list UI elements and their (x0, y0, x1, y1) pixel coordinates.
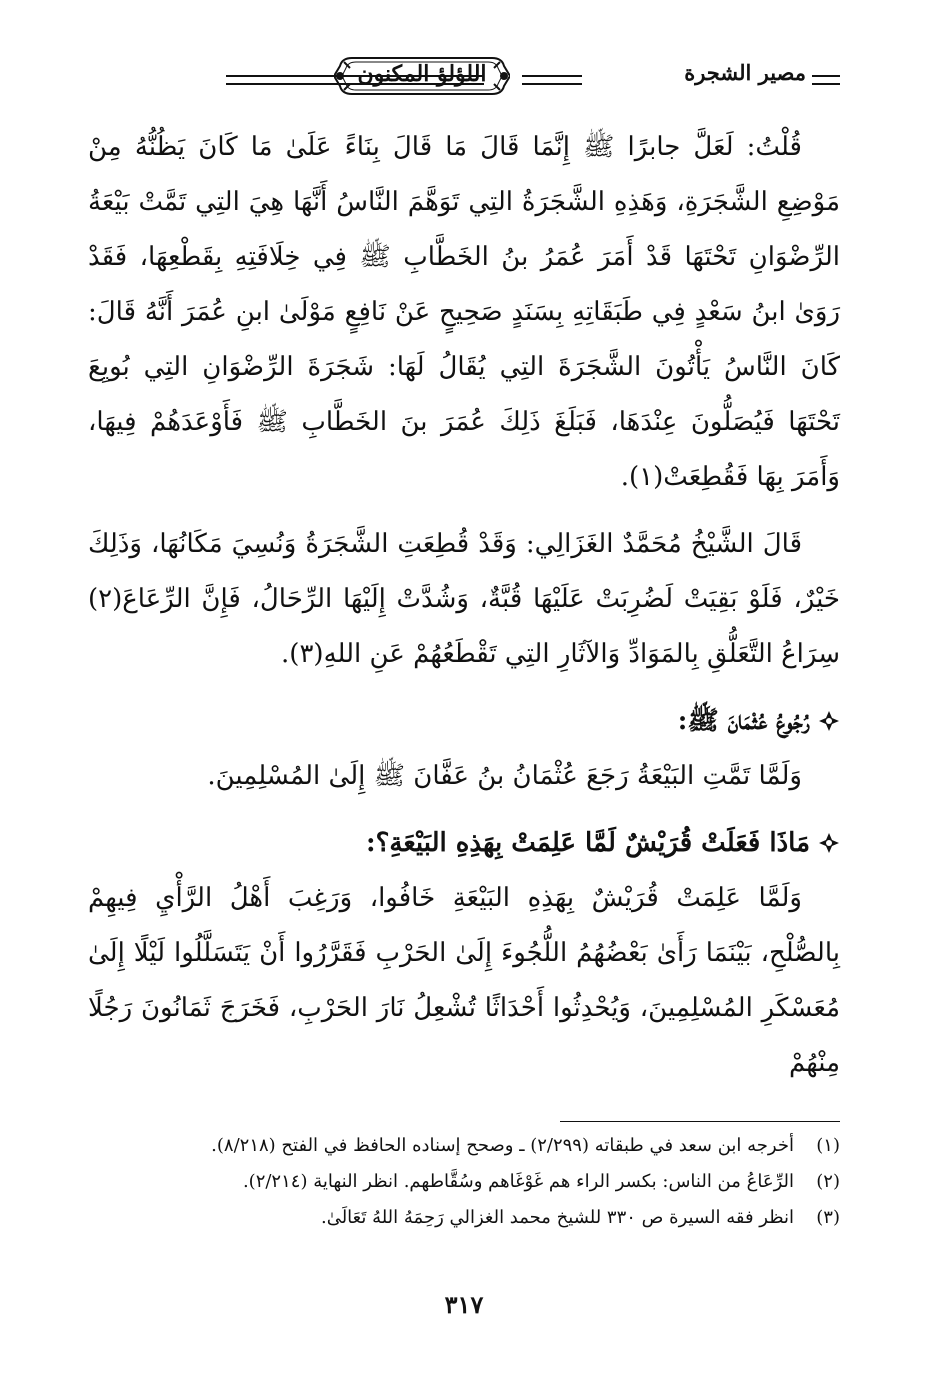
footnote-text: انظر فقه السيرة ص ٣٣٠ للشيخ محمد الغزالي رَحِمَهُ اللهُ تَعَالَىٰ. (320, 1207, 794, 1228)
flower-bullet-icon (818, 710, 840, 732)
footnote-text: أخرجه ابن سعد في طبقاته (٢/٢٩٩) ـ وصحح إسناده الحافظ في الفتح (٨/٢١٨). (211, 1135, 794, 1156)
header-rule-right (812, 75, 840, 85)
section-heading-1 (88, 694, 840, 749)
flower-bullet-icon (818, 832, 840, 854)
header-rule-middle (522, 75, 582, 85)
footnote-3 (88, 1200, 840, 1236)
paragraph-1: قُلْتُ: لَعَلَّ جابرًا ﷺ إِنَّمَا قَالَ مَا قَالَ بِنَاءً عَلَىٰ مَا كَانَ يَظُنُّهُ مِنْ مَوْضِعِ الشَّجَرَةِ، وَهَذِهِ الشَّجَرَةُ التِي تَوَهَّمَ النَّاسُ أَنَّهَا هِيَ التِي تَمَّتْ بَيْعَةُ الرِّضْوَانِ تَحْتَهَا قَدْ أَمَرَ عُمَرُ بنُ الخَطَّابِ ﷺ فِي خِلَافَتِهِ بِقَطْعِهَا، فَقَدْ رَوَىٰ ابنُ سَعْدٍ فِي طَبَقَاتِهِ بِسَنَدٍ صَحِيحٍ عَنْ نَافِعٍ مَوْلَىٰ ابنِ عُمَرَ أَنَّهُ قَالَ: كَانَ النَّاسُ يَأْتُونَ الشَّجَرَةَ التِي يُقَالُ لَهَا: شَجَرَةَ الرِّضْوَانِ التِي بُويِعَ تَحْتَهَا فَيُصَلُّونَ عِنْدَهَا، فَبَلَغَ ذَلِكَ عُمَرَ بنَ الخَطَّابِ ﷺ فَأَوْعَدَهُمْ فِيهَا، وَأَمَرَ بِهَا فَقُطِعَتْ(١). (88, 132, 840, 492)
footnote-number: (١) (816, 1135, 840, 1156)
footnotes (88, 1128, 840, 1236)
footnote-text: الرِّعَاعُ من الناس: بكسر الراء هم غَوْغَاهم وسُقَّاطهم. انظر النهاية (٢/٢١٤). (242, 1171, 794, 1192)
page-header (88, 52, 840, 102)
footnote-number: (٣) (816, 1207, 840, 1228)
main-text (88, 120, 840, 1091)
footnote-2 (88, 1164, 840, 1200)
header-rule-left (226, 75, 484, 85)
footnote-separator (560, 1121, 840, 1122)
book-title: اللؤلؤ المكنون (357, 61, 487, 87)
section-heading-2-text: مَاذَا فَعَلَتْ قُرَيْشٌ لَمَّا عَلِمَتْ بِهَذِهِ البَيْعَةِ؟: (366, 828, 810, 858)
paragraph-2: قَالَ الشَّيْخُ مُحَمَّدٌ الغَزَالِي: وَقَدْ قُطِعَتِ الشَّجَرَةُ وَنُسِيَ مَكَانُهَا، وَذَلِكَ خَيْرٌ، فَلَوْ بَقِيَتْ لَضُرِبَتْ عَلَيْهَا قُبَّةٌ، وَشُدَّتْ إِلَيْهَا الرِّحَالُ، فَإِنَّ الرِّعَاعَ(٢) سِرَاعُ التَّعَلُّقِ بِالمَوَادِّ وَالآثَارِ التِي تَقْطَعُهُمْ عَنِ اللهِ(٣). (88, 529, 840, 669)
footnote-1 (88, 1128, 840, 1164)
paragraph-4: وَلَمَّا عَلِمَتْ قُرَيْشٌ بِهَذِهِ البَيْعَةِ خَافُوا، وَرَغِبَ أَهْلُ الرَّأْيِ فِيهِمْ بِالصُّلْحِ، بَيْنَمَا رَأَىٰ بَعْضُهُمُ اللُّجُوءَ إِلَىٰ الحَرْبِ فَقَرَّرُوا أَنْ يَتَسَلَّلُوا لَيْلًا إِلَىٰ مُعَسْكَرِ المُسْلِمِينَ، وَيُحْدِثُوا أَحْدَاثًا تُشْعِلُ نَارَ الحَرْبِ، فَخَرَجَ ثَمَانُونَ رَجُلًا مِنْهُمْ (88, 883, 840, 1078)
section-heading-1-text: رُجُوعُ عُثْمَانَ ﷺ: (677, 706, 810, 736)
chapter-title: مصير الشجرة (684, 60, 806, 85)
footnote-number: (٢) (816, 1171, 840, 1192)
paragraph-3: وَلَمَّا تَمَّتِ البَيْعَةُ رَجَعَ عُثْمَانُ بنُ عَفَّانَ ﷺ إِلَىٰ المُسْلِمِينَ. (207, 761, 802, 791)
section-heading-2 (88, 816, 840, 871)
page-number: ٣١٧ (444, 1290, 484, 1319)
